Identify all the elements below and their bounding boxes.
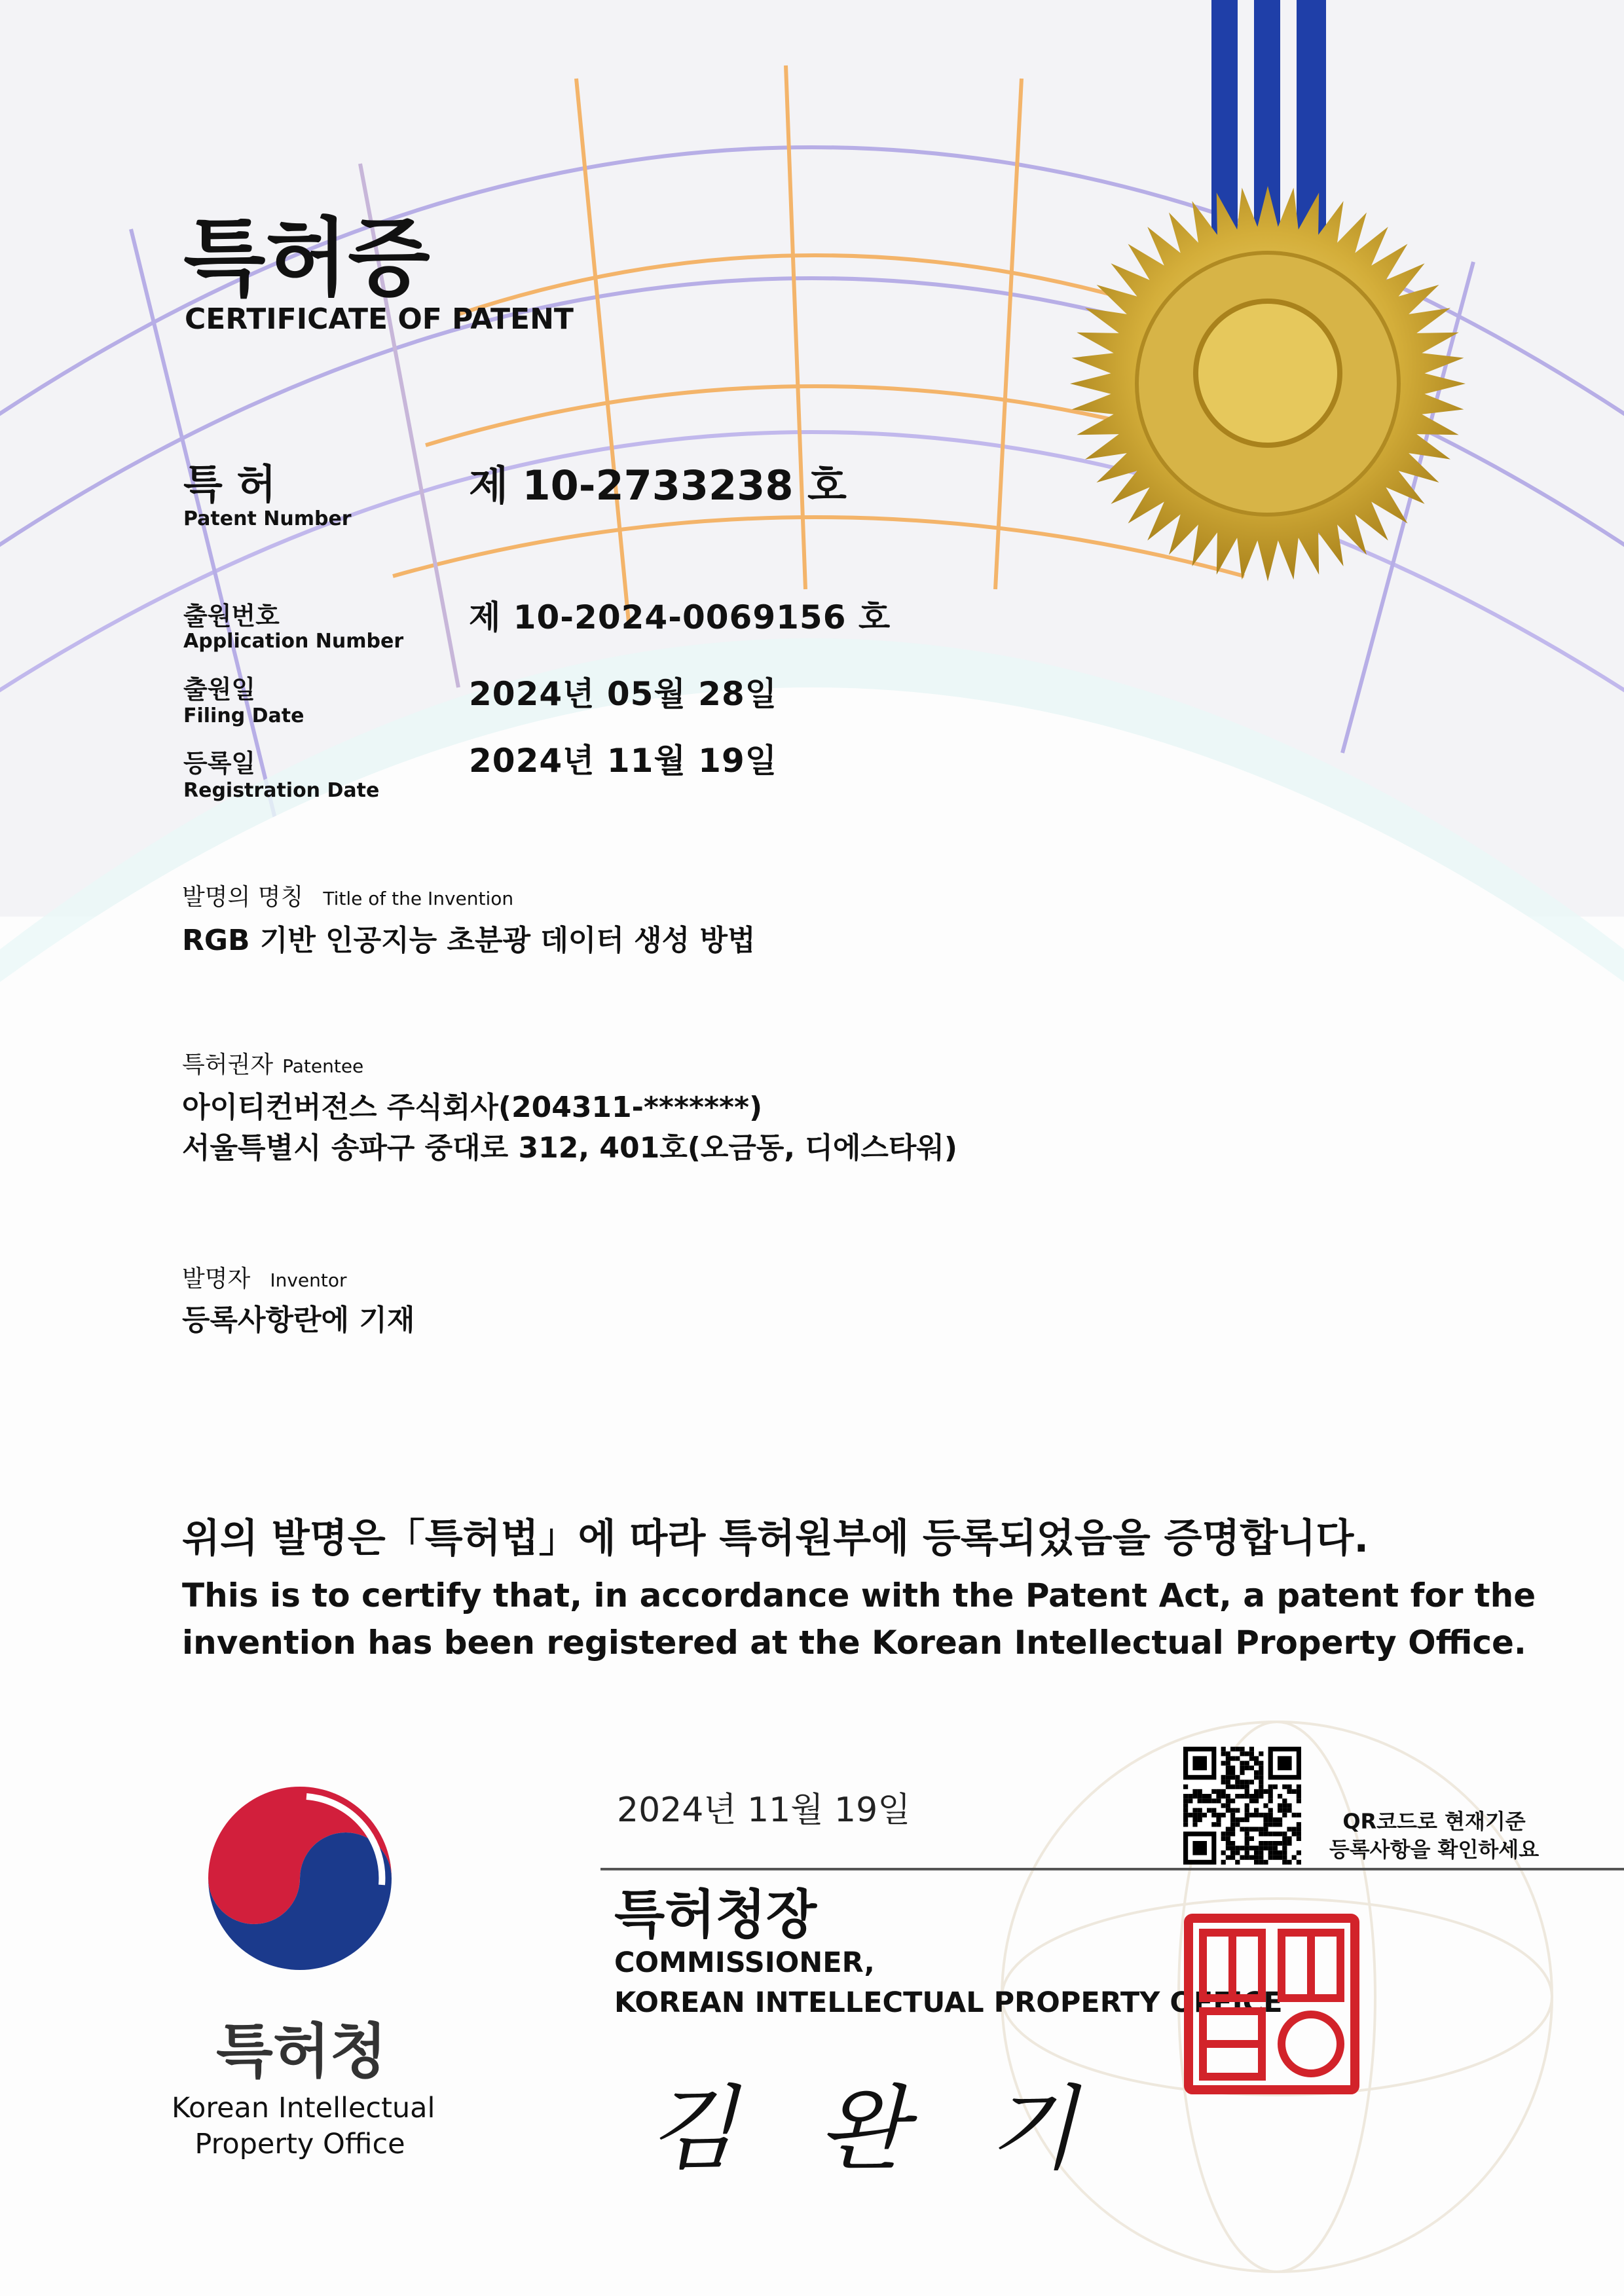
filing-date-value: 2024년 05월 28일 — [469, 668, 777, 715]
certificate-title-ko: 특허증 — [183, 190, 430, 312]
patent-number-value: 제 10-2733238 호 — [469, 453, 847, 511]
signer-title-ko: 특허청장 — [614, 1872, 817, 1948]
certification-en-line2: invention has been registered at the Korean Intellectual Property Office. — [182, 1624, 1526, 1662]
invention-label-ko: 발명의 명칭 — [182, 884, 303, 911]
inventor-label-en: Inventor — [270, 1269, 346, 1291]
issue-date: 2024년 11월 19일 — [617, 1782, 910, 1831]
invention-label-en: Title of the Invention — [323, 888, 513, 909]
patentee-label — [182, 1046, 363, 1080]
patentee-name: 아이티컨버전스 주식회사(204311-*******) — [182, 1084, 762, 1125]
qr-note-line2: 등록사항을 확인하세요 — [1316, 1833, 1552, 1863]
registration-date-label-en: Registration Date — [183, 779, 379, 802]
invention-title: RGB 기반 인공지능 초분광 데이터 생성 방법 — [182, 917, 756, 958]
patent-number-label-en: Patent Number — [183, 507, 352, 530]
application-number-label-en: Application Number — [183, 630, 403, 653]
divider — [600, 1868, 1624, 1870]
registration-date-value: 2024년 11월 19일 — [469, 735, 777, 782]
signer-title-en-line2: KOREAN INTELLECTUAL PROPERTY OFFICE — [614, 1986, 1283, 2019]
certification-en-line1: This is to certify that, in accordance with the Patent Act, a patent for the — [182, 1576, 1536, 1614]
registration-date-label-ko: 등록일 — [183, 743, 255, 779]
patentee-label-en: Patentee — [282, 1055, 363, 1077]
signature: 김 완 기 — [648, 2056, 1103, 2187]
official-red-seal — [1183, 1913, 1360, 2095]
filing-date-label-en: Filing Date — [183, 704, 304, 727]
qr-code[interactable] — [1183, 1747, 1301, 1865]
certificate-title-en: CERTIFICATE OF PATENT — [185, 302, 574, 336]
patentee-address: 서울특별시 송파구 중대로 312, 401호(오금동, 디에스타워) — [182, 1124, 957, 1166]
patentee-label-ko: 특허권자 — [182, 1051, 273, 1078]
kipo-taegeuk-logo — [208, 1787, 392, 1970]
filing-date-label-ko: 출원일 — [183, 669, 255, 705]
signer-title-en-line1: COMMISSIONER, — [614, 1946, 875, 1979]
patent-number-label-ko: 특 허 — [183, 452, 276, 510]
office-name-en-line2: Property Office — [172, 2128, 428, 2160]
inventor-value: 등록사항란에 기재 — [182, 1296, 415, 1338]
office-name-en-line1: Korean Intellectual — [172, 2092, 428, 2124]
qr-note-line1: QR코드로 현재기준 — [1323, 1805, 1545, 1835]
application-number-value: 제 10-2024-0069156 호 — [469, 591, 891, 638]
invention-label — [182, 879, 513, 912]
application-number-label-ko: 출원번호 — [183, 596, 280, 632]
inventor-label-ko: 발명자 — [182, 1266, 250, 1292]
office-name-ko: 특허청 — [216, 2003, 387, 2088]
inventor-label — [182, 1260, 347, 1294]
certification-ko: 위의 발명은「특허법」에 따라 특허원부에 등록되었음을 증명합니다. — [182, 1507, 1369, 1563]
